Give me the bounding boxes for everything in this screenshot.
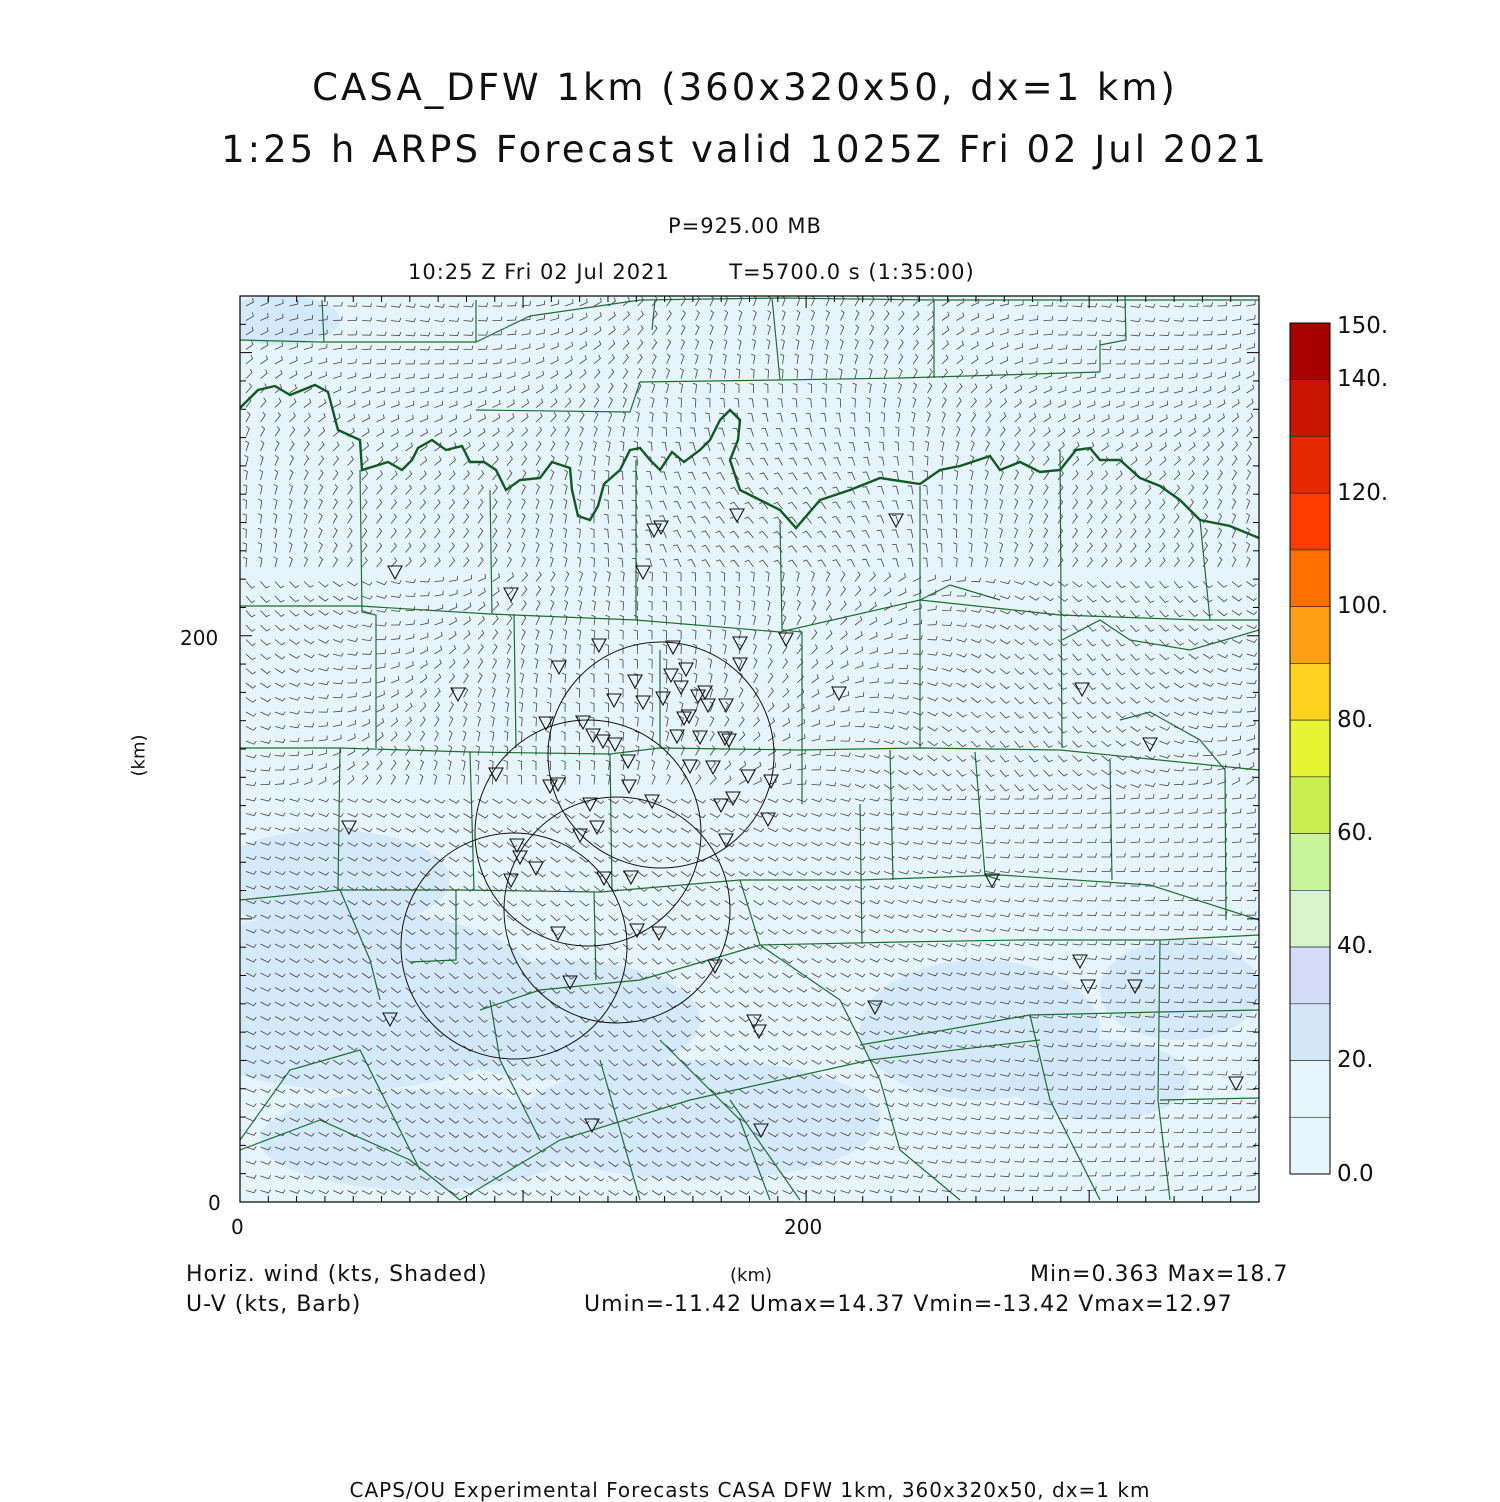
colorbar-segment-6	[1290, 663, 1330, 720]
colorbar-label-1: 140.	[1337, 366, 1389, 392]
colorbar-segment-11	[1290, 947, 1330, 1004]
x-tick-200: 200	[784, 1215, 823, 1239]
colorbar-segment-4	[1290, 550, 1330, 607]
model-time-text: T=5700.0 s (1:35:00)	[729, 260, 975, 284]
colorbar-segment-2	[1290, 436, 1330, 493]
chart-title-line1: CASA_DFW 1km (360x320x50, dx=1 km)	[312, 66, 1178, 109]
colorbar-segment-10	[1290, 890, 1330, 947]
component-stats-label: Umin=-11.42 Umax=14.37 Vmin=-13.42 Vmax=12.97	[584, 1292, 1233, 1317]
pressure-level-label: P=925.00 MB	[668, 214, 822, 238]
colorbar-label-3: 100.	[1337, 593, 1389, 619]
colorbar-segment-3	[1290, 493, 1330, 550]
y-axis-label: (km)	[128, 734, 150, 777]
shade-region-7	[1010, 1040, 1190, 1120]
colorbar-label-0: 150.	[1337, 313, 1389, 339]
colorbar-label-8: 0.0	[1337, 1161, 1374, 1187]
colorbar-label-2: 120.	[1337, 480, 1389, 506]
x-tick-0: 0	[231, 1215, 244, 1239]
colorbar-label-6: 40.	[1337, 933, 1374, 959]
y-tick-200: 200	[180, 626, 219, 650]
colorbar-segment-9	[1290, 834, 1330, 891]
shade-region-5	[1100, 940, 1260, 1040]
chart-title-line2: 1:25 h ARPS Forecast valid 1025Z Fri 02 Jul 2021	[221, 128, 1269, 171]
shade-region-8	[260, 1090, 580, 1190]
barb-field-label: U-V (kts, Barb)	[186, 1292, 362, 1317]
colorbar-label-5: 60.	[1337, 820, 1374, 846]
min-max-label: Min=0.363 Max=18.7	[1030, 1262, 1289, 1287]
y-tick-0: 0	[208, 1191, 221, 1215]
colorbar-segment-14	[1290, 1117, 1330, 1174]
x-axis-label: (km)	[730, 1265, 773, 1286]
colorbar-segment-13	[1290, 1061, 1330, 1118]
shaded-field-label: Horiz. wind (kts, Shaded)	[186, 1262, 488, 1287]
colorbar-segment-5	[1290, 607, 1330, 664]
colorbar-segment-1	[1290, 380, 1330, 437]
colorbar	[1290, 323, 1330, 1174]
colorbar-segment-0	[1290, 323, 1330, 380]
colorbar-segment-7	[1290, 720, 1330, 777]
footer-credit: CAPS/OU Experimental Forecasts CASA DFW 1km, 360x320x50, dx=1 km	[349, 1478, 1151, 1502]
colorbar-segment-8	[1290, 777, 1330, 834]
colorbar-segment-12	[1290, 1004, 1330, 1061]
valid-time-text: 10:25 Z Fri 02 Jul 2021	[408, 260, 670, 284]
colorbar-label-4: 80.	[1337, 707, 1374, 733]
colorbar-label-7: 20.	[1337, 1047, 1374, 1073]
